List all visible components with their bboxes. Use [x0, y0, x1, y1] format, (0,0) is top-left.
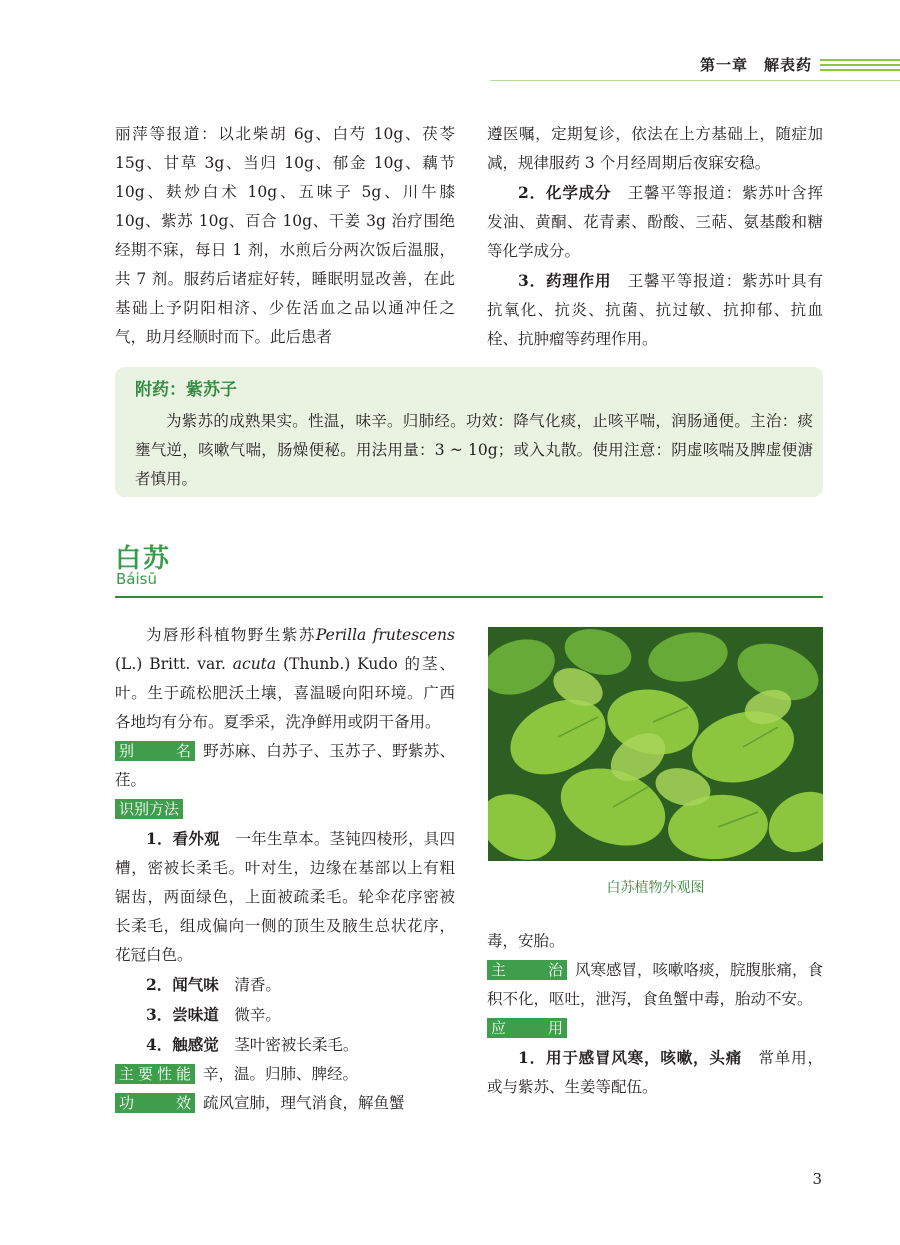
- effect-text: 疏风宣肺，理气消食，解鱼蟹: [203, 1094, 405, 1112]
- continued-paragraph-end: 遵医嘱，定期复诊，依法在上方基础上，随症加减，规律服药 3 个月经周期后夜寐安稳。: [487, 125, 823, 172]
- effect-entry: [115, 1089, 455, 1118]
- nature-text: 辛，温。归肺、脾经。: [203, 1065, 359, 1083]
- effect-continued: 毒，安胎。: [487, 932, 565, 950]
- herb-pinyin: Báisū: [116, 570, 157, 588]
- pharmacology-heading: 3．药理作用: [518, 271, 612, 290]
- treatment-entry: [487, 956, 823, 1014]
- nature-label: 主要性能: [115, 1064, 195, 1084]
- page-number: 3: [812, 1170, 822, 1188]
- application-label: 应 用: [487, 1018, 567, 1038]
- pharmacology-text: 王馨平等报道：紫苏叶具有抗氧化、抗炎、抗菌、抗过敏、抗抑郁、抗血栓、抗肿瘤等药理作用。: [487, 272, 823, 348]
- identify-touch: 4．触感觉 茎叶密被长柔毛。: [146, 1035, 359, 1054]
- identify-taste: 3．尝味道 微辛。: [146, 1005, 281, 1024]
- treatment-text: 风寒感冒，咳嗽咯痰，脘腹胀痛，食积不化，呕吐，泄泻，食鱼蟹中毒，胎动不安。: [487, 961, 824, 1008]
- continued-paragraph: 丽萍等报道：以北柴胡 6g、白芍 10g、茯苓 15g、甘草 3g、当归 10g、郁金 10g、藕节 10g、麸炒白术 10g、五味子 5g、川牛膝 10g、紫苏 10g、百合 10g、干姜 3g 治疗围绝经期不寐，每日 1 剂，水煎后分两次饭后温服，共 7 剂。服药后诸症好转，睡眠明显改善，在此基础上予阴阳相济、少佐活血之品以通冲任之气，助月经顺时而下。此后患者: [115, 125, 455, 346]
- appendix-body: 为紫苏的成熟果实。性温，味辛。归肺经。功效：降气化痰，止咳平喘，润肠通便。主治：痰壅气逆，咳嗽气喘，肠燥便秘。用法用量：3 ~ 10g；或入丸散。使用注意：阴虚咳喘及脾虚便溏者慎用。: [135, 412, 813, 488]
- application-item-1: 1．用于感冒风寒，咳嗽，头痛 常单用，或与紫苏、生姜等配伍。: [487, 1048, 823, 1096]
- herb-right-column: [487, 927, 823, 1102]
- chemical-section: [487, 178, 823, 266]
- section-rule: [115, 596, 823, 598]
- identify-appearance: 1．看外观 一年生草本。茎钝四棱形，具四槽，密被长柔毛。叶对生，边缘在基部以上有粗锯齿，两面绿色，上面被疏柔毛。轮伞花序密被长柔毛，组成偏向一侧的顶生及腋生总状花序，花冠白色。: [115, 829, 455, 964]
- alias-text: 野苏麻、白苏子、玉苏子、野紫苏、荏。: [115, 742, 455, 789]
- herb-left-column: [115, 621, 455, 1118]
- treatment-label: 主 治: [487, 960, 567, 980]
- top-right-column: [487, 120, 823, 354]
- appendix-box: [115, 367, 823, 497]
- plant-photo: [488, 627, 823, 861]
- chemical-text: 王馨平等报道：紫苏叶含挥发油、黄酮、花青素、酚酸、三萜、氨基酸和糖等化学成分。: [487, 184, 823, 260]
- nature-entry: [115, 1060, 455, 1089]
- herb-intro: 为唇形科植物野生紫苏Perilla frutescens (L.) Britt. var. acuta (Thunb.) Kudo 的茎、叶。生于疏松肥沃土壤，喜温暖向阳环境。广西各地均有分布。夏季采，洗净鲜用或阴干备用。: [115, 626, 455, 731]
- identify-smell: 2．闻气味 清香。: [146, 975, 281, 994]
- application-heading-row: [487, 1014, 823, 1043]
- photo-caption: 白苏植物外观图: [606, 880, 705, 896]
- appendix-title: 附药：紫苏子: [135, 380, 237, 400]
- pharmacology-section: [487, 266, 823, 354]
- effect-label: 功 效: [115, 1093, 195, 1113]
- identification-label: 识别方法: [115, 799, 183, 819]
- top-left-column: [115, 120, 455, 352]
- herb-title: 白苏: [115, 544, 172, 574]
- header-rule: [490, 80, 900, 81]
- alias-label: 别 名: [115, 741, 195, 761]
- chapter-title: 第一章 解表药: [699, 56, 812, 74]
- running-header: [480, 50, 900, 80]
- header-decoration: [820, 59, 900, 74]
- chemical-heading: 2．化学成分: [518, 183, 612, 202]
- identification-heading-row: [115, 795, 455, 824]
- alias-entry: [115, 737, 455, 795]
